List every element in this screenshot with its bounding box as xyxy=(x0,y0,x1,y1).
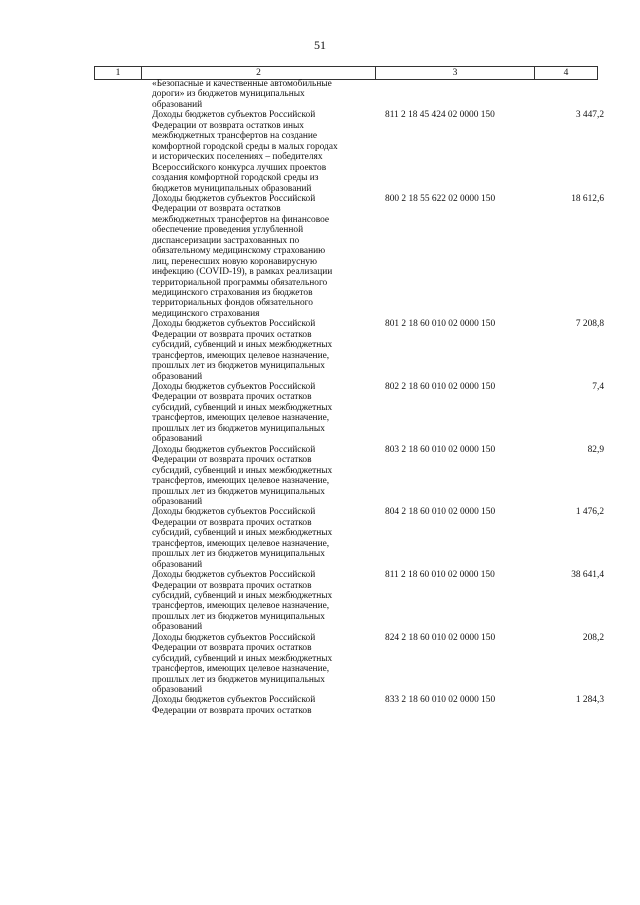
row-amount: 18 612,6 xyxy=(571,193,604,204)
description-line: прошлых лет из бюджетов муниципальных xyxy=(152,486,325,497)
description-line: трансфертов, имеющих целевое назначение, xyxy=(152,476,330,487)
description-line: комфортной городской среды в малых городах xyxy=(152,141,338,152)
row-code: 824 2 18 60 010 02 0000 150 xyxy=(385,632,496,643)
description-line: Федерации от возврата остатков xyxy=(152,204,281,215)
header-col-3: 3 xyxy=(375,67,534,79)
description-line: создания комфортной городской среды из xyxy=(152,173,319,184)
description-line: Доходы бюджетов субъектов Российской xyxy=(152,444,316,455)
description-line: образований xyxy=(152,559,203,570)
row-code: 801 2 18 60 010 02 0000 150 xyxy=(385,319,496,330)
description-line: субсидий, субвенций и иных межбюджетных xyxy=(152,653,333,664)
description-line: прошлых лет из бюджетов муниципальных xyxy=(152,674,325,685)
row-code: 811 2 18 60 010 02 0000 150 xyxy=(385,570,495,581)
description-line: прошлых лет из бюджетов муниципальных xyxy=(152,423,325,434)
row-description xyxy=(152,507,372,570)
table-row xyxy=(0,570,640,633)
row-description xyxy=(152,445,372,508)
table-row xyxy=(0,695,640,716)
description-line: и исторических поселениях – победителях xyxy=(152,152,323,163)
description-line: субсидий, субвенций и иных межбюджетных xyxy=(152,465,333,476)
table-row xyxy=(0,194,640,319)
row-amount: 1 284,3 xyxy=(575,695,604,706)
description-line: Доходы бюджетов субъектов Российской xyxy=(152,695,316,706)
description-line: трансфертов, имеющих целевое назначение, xyxy=(152,350,330,361)
row-description xyxy=(152,194,372,319)
description-line: Федерации от возврата прочих остатков xyxy=(152,705,312,716)
row-code: 800 2 18 55 622 02 0000 150 xyxy=(385,193,496,204)
description-line: дороги» из бюджетов муниципальных xyxy=(152,89,305,100)
description-line: Федерации от возврата прочих остатков xyxy=(152,517,312,528)
table-row xyxy=(0,110,640,194)
row-code: 803 2 18 60 010 02 0000 150 xyxy=(385,444,496,455)
description-line: трансфертов, имеющих целевое назначение, xyxy=(152,601,330,612)
table-row xyxy=(0,633,640,696)
row-description xyxy=(152,695,372,716)
header-col-2: 2 xyxy=(141,67,375,79)
description-line: инфекцию (COVID-19), в рамках реализации xyxy=(152,267,333,278)
row-code: 804 2 18 60 010 02 0000 150 xyxy=(385,507,496,518)
description-line: Доходы бюджетов субъектов Российской xyxy=(152,382,316,393)
table-row xyxy=(0,79,640,110)
description-line: обеспечение проведения углубленной xyxy=(152,225,304,236)
description-line: прошлых лет из бюджетов муниципальных xyxy=(152,549,325,560)
description-line: образований xyxy=(152,99,203,110)
description-line: «Безопасные и качественные автомобильные xyxy=(152,79,332,89)
table-body xyxy=(0,79,640,716)
description-line: прошлых лет из бюджетов муниципальных xyxy=(152,361,325,372)
description-line: субсидий, субвенций и иных межбюджетных xyxy=(152,590,333,601)
description-line: трансфертов, имеющих целевое назначение, xyxy=(152,664,330,675)
description-line: Доходы бюджетов субъектов Российской xyxy=(152,193,316,204)
description-line: субсидий, субвенций и иных межбюджетных xyxy=(152,340,333,351)
description-line: Всероссийского конкурса лучших проектов xyxy=(152,162,327,173)
description-line: Федерации от возврата прочих остатков xyxy=(152,392,312,403)
description-line: субсидий, субвенций и иных межбюджетных xyxy=(152,402,333,413)
row-amount: 38 641,4 xyxy=(571,570,604,581)
description-line: Федерации от возврата прочих остатков xyxy=(152,455,312,466)
description-line: Федерации от возврата прочих остатков xyxy=(152,580,312,591)
table-row xyxy=(0,382,640,445)
row-description xyxy=(152,79,372,110)
description-line: Доходы бюджетов субъектов Российской xyxy=(152,319,316,330)
row-code: 811 2 18 45 424 02 0000 150 xyxy=(385,110,495,121)
row-description xyxy=(152,110,372,194)
description-line: медицинского страхования из бюджетов xyxy=(152,288,313,299)
description-line: Доходы бюджетов субъектов Российской xyxy=(152,570,316,581)
row-amount: 208,2 xyxy=(582,632,604,643)
description-line: трансфертов, имеющих целевое назначение, xyxy=(152,413,330,424)
description-line: межбюджетных трансфертов на создание xyxy=(152,131,318,142)
row-amount: 3 447,2 xyxy=(575,110,604,121)
description-line: Федерации от возврата прочих остатков xyxy=(152,643,312,654)
table-row xyxy=(0,319,640,382)
row-code: 802 2 18 60 010 02 0000 150 xyxy=(385,382,496,393)
page-number: 51 xyxy=(314,38,326,52)
row-description xyxy=(152,570,372,633)
row-amount: 82,9 xyxy=(587,444,604,455)
row-description xyxy=(152,382,372,445)
description-line: Доходы бюджетов субъектов Российской xyxy=(152,110,316,121)
description-line: субсидий, субвенций и иных межбюджетных xyxy=(152,528,333,539)
table-header xyxy=(94,66,598,80)
table-row xyxy=(0,445,640,508)
row-amount: 7 208,8 xyxy=(575,319,604,330)
description-line: территориальной программы обязательного xyxy=(152,277,328,288)
description-line: обязательному медицинскому страхованию xyxy=(152,246,326,257)
description-line: прошлых лет из бюджетов муниципальных xyxy=(152,611,325,622)
table-row xyxy=(0,507,640,570)
header-col-1: 1 xyxy=(94,67,141,79)
description-line: образований xyxy=(152,622,203,633)
description-line: медицинского страхования xyxy=(152,308,260,319)
row-code: 833 2 18 60 010 02 0000 150 xyxy=(385,695,496,706)
description-line: трансфертов, имеющих целевое назначение, xyxy=(152,538,330,549)
description-line: Федерации от возврата прочих остатков xyxy=(152,329,312,340)
description-line: образований xyxy=(152,371,203,382)
row-description xyxy=(152,633,372,696)
description-line: образований xyxy=(152,496,203,507)
row-amount: 7,4 xyxy=(592,382,604,393)
description-line: межбюджетных трансфертов на финансовое xyxy=(152,214,330,225)
description-line: территориальных фондов обязательного xyxy=(152,298,313,309)
description-line: Федерации от возврата остатков иных xyxy=(152,120,304,131)
description-line: образований xyxy=(152,434,203,445)
header-col-4: 4 xyxy=(534,67,598,79)
description-line: бюджетов муниципальных образований xyxy=(152,183,312,194)
row-amount: 1 476,2 xyxy=(575,507,604,518)
description-line: лиц, перенесших новую коронавирусную xyxy=(152,256,317,267)
description-line: Доходы бюджетов субъектов Российской xyxy=(152,507,316,518)
row-description xyxy=(152,319,372,382)
description-line: образований xyxy=(152,685,203,696)
description-line: Доходы бюджетов субъектов Российской xyxy=(152,632,316,643)
description-line: диспансеризации застрахованных по xyxy=(152,235,300,246)
